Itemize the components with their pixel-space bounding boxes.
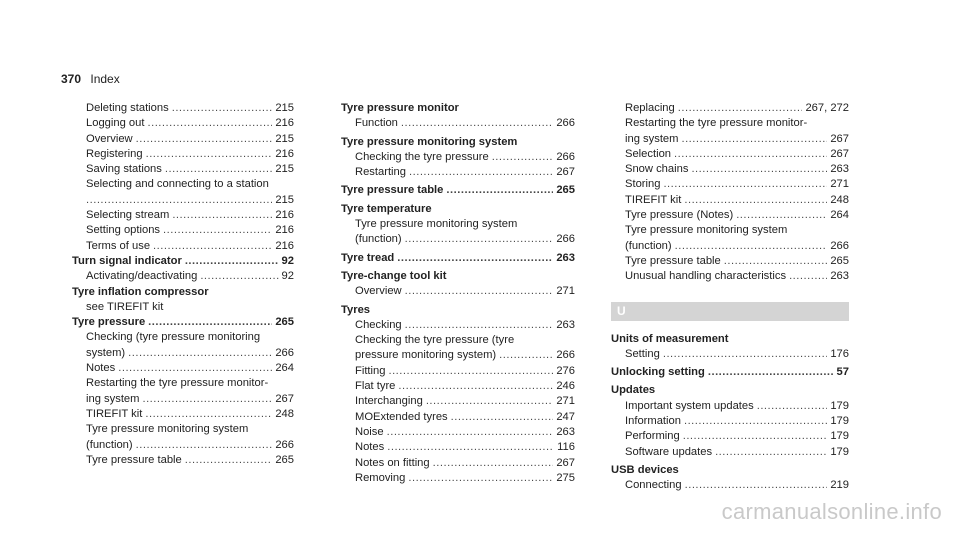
index-page-ref: 267, 272 [805, 102, 849, 114]
index-entry [341, 394, 575, 409]
index-entry-text: Unlocking setting [611, 366, 705, 379]
index-heading: Tyres [341, 303, 371, 316]
index-page-ref: 176 [830, 347, 849, 360]
index-page-ref: 271 [556, 395, 575, 408]
index-page-ref: 263 [830, 163, 849, 176]
index-entry [611, 347, 849, 362]
index-entry-text: Tyre pressure (Notes) [625, 209, 734, 222]
index-page-ref: 215 [275, 132, 294, 145]
index-page-ref: 264 [275, 362, 294, 375]
index-column-3-top [611, 101, 849, 285]
index-page-ref: 116 [557, 441, 575, 454]
index-entry [72, 147, 294, 162]
index-heading: Tyre inflation compressor [72, 285, 209, 298]
index-page-ref: 215 [275, 163, 294, 176]
index-page-ref: 265 [556, 184, 575, 197]
index-entry [72, 132, 294, 147]
index-page-ref: 265 [830, 254, 849, 267]
index-entry [611, 177, 849, 192]
index-entry-text: Overview [86, 132, 133, 145]
index-page-ref: 276 [556, 364, 575, 377]
index-entry [611, 101, 849, 116]
index-entry-text: (function) [86, 438, 133, 451]
index-entry-text: Tyre tread [341, 251, 395, 264]
index-entry-text: Information [625, 415, 681, 428]
index-page-ref: 267 [556, 166, 575, 179]
index-entry-text: (function) [625, 239, 672, 252]
index-page-ref: 248 [830, 193, 849, 206]
index-page-ref: 92 [281, 254, 294, 267]
index-entry-text: Saving stations [86, 163, 162, 176]
index-entry-text: Notes [86, 362, 116, 375]
index-entry [341, 116, 575, 131]
index-entry [72, 116, 294, 131]
index-entry [72, 438, 294, 453]
index-page-ref: 264 [830, 209, 849, 222]
index-entry: Checking the tyre pressure (tyre [355, 334, 515, 347]
index-entry [611, 478, 849, 493]
index-entry-text: Flat tyre [355, 380, 396, 393]
index-entry-text: system) [86, 346, 126, 359]
index-page-ref: 263 [556, 318, 575, 331]
index-page-ref: 266 [275, 438, 294, 451]
index-entry-text: Tyre pressure table [86, 453, 182, 466]
index-entry [611, 414, 849, 429]
index-heading [341, 251, 575, 266]
index-entry-text: ing system [86, 392, 140, 405]
index-page-ref: 266 [275, 346, 294, 359]
index-entry-text: Checking the tyre pressure [355, 150, 489, 163]
index-entry-text: Overview [355, 285, 402, 298]
index-page-ref: 179 [830, 445, 849, 458]
index-entry [611, 239, 849, 254]
index-entry: Tyre pressure monitoring system [355, 218, 518, 231]
index-entry-text: Restarting [355, 166, 406, 179]
index-entry-text: Snow chains [625, 163, 689, 176]
index-entry [72, 453, 294, 468]
index-entry [341, 471, 575, 486]
index-entry-text: Tyre pressure table [625, 254, 721, 267]
index-entry-text: ing system [625, 132, 679, 145]
index-entry-text: Turn signal indicator [72, 254, 182, 267]
index-entry-text: Tyre pressure table [341, 184, 444, 197]
index-entry [72, 101, 294, 116]
index-entry-text: Selecting stream [86, 209, 170, 222]
index-page-ref: 216 [275, 209, 294, 222]
index-heading: Updates [611, 384, 656, 397]
index-entry [72, 407, 294, 422]
index-entry: Checking (tyre pressure monitoring [86, 331, 261, 344]
index-entry [611, 254, 849, 269]
index-entry-text: Important system updates [625, 399, 754, 412]
section-letter-u: U [611, 302, 849, 321]
index-page-ref: 275 [556, 471, 575, 484]
index-entry-text: Fitting [355, 364, 386, 377]
index-entry-text: Logging out [86, 117, 145, 130]
index-page-ref: 263 [830, 270, 849, 283]
index-entry [341, 379, 575, 394]
index-entry [341, 456, 575, 471]
index-entry [611, 162, 849, 177]
page-header [61, 72, 120, 86]
index-page-ref: 57 [836, 366, 849, 379]
index-column-2 [341, 101, 575, 486]
index-page-ref: 179 [830, 399, 849, 412]
index-entry: Tyre pressure monitoring system [625, 224, 788, 237]
index-entry: see TIREFIT kit [86, 300, 164, 313]
index-entry-text: Checking [355, 318, 402, 331]
index-entry-text: Tyre pressure [72, 316, 146, 329]
index-entry-text: Removing [355, 471, 406, 484]
index-heading: USB devices [611, 463, 679, 476]
index-entry [341, 318, 575, 333]
index-heading [72, 254, 294, 269]
index-entry-text: TIREFIT kit [625, 193, 682, 206]
index-entry-text: Unusual handling characteristics [625, 270, 787, 283]
index-page-ref: 179 [830, 430, 849, 443]
index-page-ref: 92 [281, 270, 294, 283]
index-entry-text: Function [355, 117, 398, 130]
index-entry [341, 232, 575, 247]
index-page-ref: 266 [556, 349, 575, 362]
index-page-ref: 266 [556, 117, 575, 130]
index-page-ref: 267 [556, 456, 575, 469]
index-page-ref: 216 [275, 224, 294, 237]
section-name: Index [90, 72, 120, 86]
index-heading: Tyre temperature [341, 202, 432, 215]
index-page-ref: 247 [556, 410, 575, 423]
index-entry [72, 361, 294, 376]
index-entry [611, 147, 849, 162]
index-page-ref: 266 [556, 233, 575, 246]
index-page-ref: 266 [830, 239, 849, 252]
index-entry-text: Setting options [86, 224, 161, 237]
index-entry [611, 429, 849, 444]
index-page-ref: 267 [830, 132, 849, 145]
index-entry [611, 208, 849, 223]
index-page-ref: 271 [556, 285, 575, 298]
index-entry [341, 425, 575, 440]
index-entry-text: Replacing [625, 102, 675, 114]
index-column-3-bottom [611, 332, 849, 494]
index-entry-text: Interchanging [355, 395, 423, 408]
index-page-ref: 246 [556, 380, 575, 393]
index-entry-text: pressure monitoring system) [355, 349, 497, 362]
index-entry-text: Connecting [625, 479, 682, 492]
index-entry-text: Software updates [625, 445, 713, 458]
index-page-ref: 265 [275, 316, 294, 329]
index-entry-text: Activating/deactivating [86, 270, 198, 283]
index-entry-text: Storing [625, 178, 661, 191]
index-entry [341, 440, 575, 455]
index-entry [341, 165, 575, 180]
index-heading [72, 315, 294, 330]
index-entry-continuation [72, 193, 294, 208]
index-entry-text: Notes [355, 441, 385, 454]
index-heading [611, 365, 849, 380]
index-entry [611, 269, 849, 284]
index-entry [72, 269, 294, 284]
index-entry [72, 392, 294, 407]
index-page-ref: 265 [275, 453, 294, 466]
index-entry [611, 445, 849, 460]
index-entry [72, 346, 294, 361]
index-page-ref: 216 [275, 147, 294, 160]
index-entry: Restarting the tyre pressure monitor- [625, 117, 808, 130]
index-entry-text: Noise [355, 425, 384, 438]
page-number: 370 [61, 72, 82, 86]
watermark: carmanualsonline.info [721, 499, 942, 524]
index-entry [341, 348, 575, 363]
index-column-1 [72, 101, 294, 468]
index-page-ref: 267 [830, 147, 849, 160]
index-entry [72, 162, 294, 177]
index-page-ref: 216 [275, 239, 294, 252]
index-entry [72, 208, 294, 223]
index-column-3 [611, 101, 849, 494]
index-entry: Selecting and connecting to a station [86, 178, 269, 191]
index-entry-text: Setting [625, 347, 660, 360]
index-page-ref: 219 [830, 479, 849, 492]
index-entry [611, 132, 849, 147]
index-entry-text: Notes on fitting [355, 456, 430, 469]
index-entry [341, 364, 575, 379]
index-entry-text: Performing [625, 430, 680, 443]
index-page-ref: 267 [275, 392, 294, 405]
index-page-ref: 179 [830, 415, 849, 428]
index-entry-text: (function) [355, 233, 402, 246]
index-entry-text: Terms of use [86, 239, 151, 252]
index-entry [341, 150, 575, 165]
index-entry [341, 284, 575, 299]
index-heading [341, 183, 575, 198]
index-heading: Tyre pressure monitor [341, 102, 459, 114]
index-entry [611, 193, 849, 208]
index-entry [611, 399, 849, 414]
index-heading: Tyre pressure monitoring system [341, 135, 518, 148]
index-heading: Units of measurement [611, 332, 729, 345]
index-entry-text: TIREFIT kit [86, 407, 143, 420]
index-page-ref: 215 [275, 102, 294, 114]
index-entry [341, 410, 575, 425]
index-page-ref: 263 [556, 251, 575, 264]
index-page-ref: 263 [556, 425, 575, 438]
index-entry-text: Selection [625, 147, 672, 160]
index-entry-text: Registering [86, 147, 143, 160]
index-page-ref: 271 [830, 178, 849, 191]
index-page-ref: 216 [275, 117, 294, 130]
index-entry-text: MOExtended tyres [355, 410, 448, 423]
index-entry [72, 239, 294, 254]
index-entry: Tyre pressure monitoring system [86, 423, 249, 436]
index-entry: Restarting the tyre pressure monitor- [86, 377, 269, 390]
index-page-ref: 266 [556, 150, 575, 163]
index-page-ref: 248 [275, 407, 294, 420]
index-heading: Tyre-change tool kit [341, 269, 447, 282]
index-page-ref: 215 [275, 193, 294, 206]
index-entry-text: Deleting stations [86, 102, 169, 114]
index-entry [72, 223, 294, 238]
